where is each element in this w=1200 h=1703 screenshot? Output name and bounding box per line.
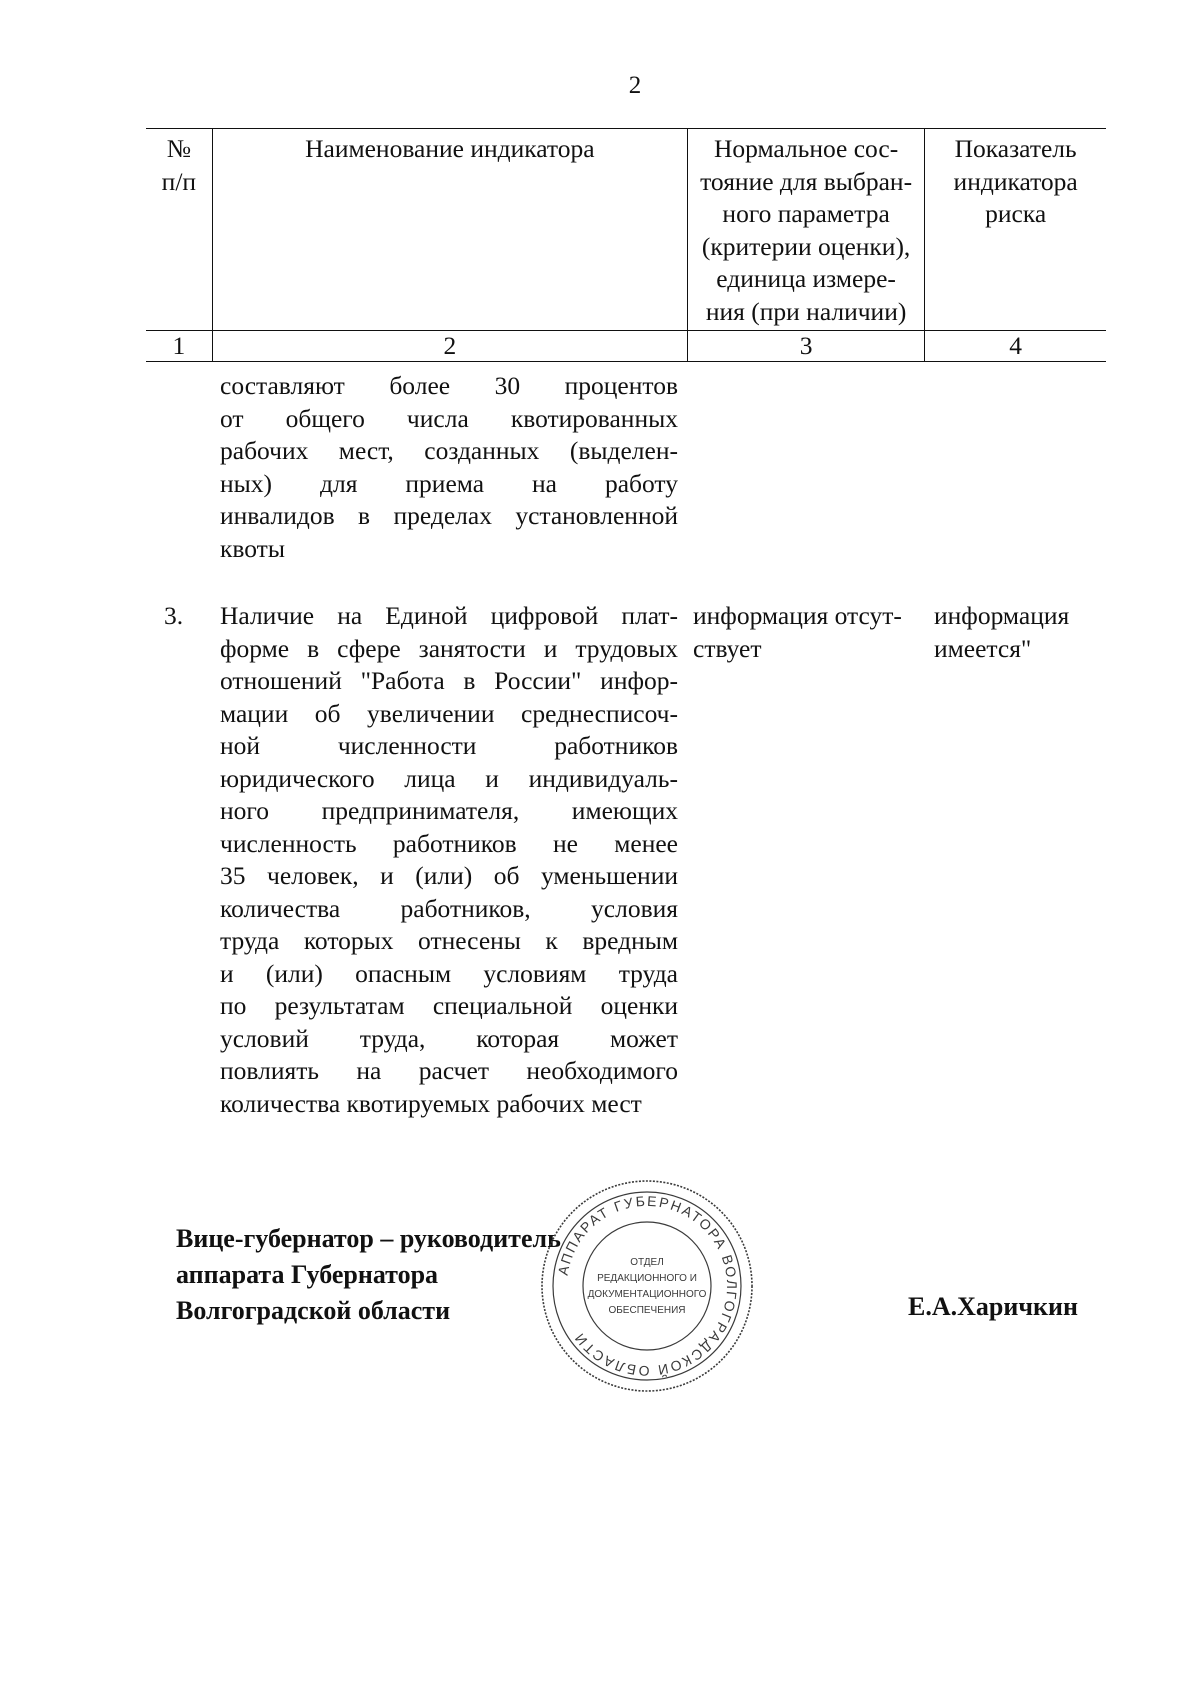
stamp-outer-ring: [542, 1181, 752, 1391]
row-2-continuation-text: составляют более 30 процентов от общего числа квотированных рабочих мест, созданных (выделен- ных) для приема на работу инвалидов в пределах установленной квоты: [220, 371, 678, 563]
stamp-center-line: РЕДАКЦИОННОГО И: [597, 1273, 697, 1284]
table-header-row: [146, 129, 1106, 331]
stamp-center-line: ОБЕСПЕЧЕНИЯ: [608, 1305, 686, 1316]
column-number: 4: [925, 331, 1106, 362]
signatory-position: Вице-губернатор – руководитель аппарата Губернатора Волгоградской области: [176, 1224, 561, 1325]
header-number: № п/п: [146, 129, 212, 331]
column-number: 2: [212, 331, 687, 362]
stamp-outer-text: АППАРАТ ГУБЕРНАТОРА ВОЛГОГРАДСКОЙ ОБЛАСТИ: [554, 1192, 741, 1380]
row-3-risk-indicator: информация имеется": [934, 601, 1070, 663]
stamp-inner-ring: [553, 1192, 741, 1380]
page-number: 2: [628, 72, 642, 99]
row-3-indicator-name: Наличие на Единой цифровой плат- форме в сфере занятости и трудовых отношений "Работа в России" инфор- мации об увеличении среднесписоч- ной численности работников юридического лица и индивидуаль- ного предпринимателя, имеющих численность работников не менее 35 человек, и (или) об уменьшении количества работников, условия труда которых отнесены к вредным и (или) опасным условиям труда по результатам специальной оценки условий труда, которая может повлиять на расчет необходимого количества квотируемых рабочих мест: [220, 601, 678, 1118]
stamp-center-line: ДОКУМЕНТАЦИОННОГО: [587, 1289, 707, 1300]
row-3-normal-state: информация отсут- ствует: [693, 601, 902, 663]
stamp-center-ring: [583, 1222, 711, 1350]
header-risk-indicator: Показатель индикатора риска: [925, 129, 1106, 331]
column-number: 1: [146, 331, 212, 362]
row-3-number: 3.: [164, 601, 184, 630]
column-number: 3: [687, 331, 924, 362]
stamp-center-line: ОТДЕЛ: [630, 1257, 664, 1268]
header-normal-state: Нормальное сос- тояние для выбран- ного параметра (критерии оценки), единица измере- ния (при наличии): [687, 129, 924, 331]
header-indicator-name: Наименование индикатора: [212, 129, 687, 331]
column-numbers-row: [146, 331, 1106, 362]
signatory-name: Е.А.Харичкин: [908, 1292, 1078, 1321]
indicators-table: [146, 128, 1106, 362]
official-stamp: [533, 1172, 761, 1400]
